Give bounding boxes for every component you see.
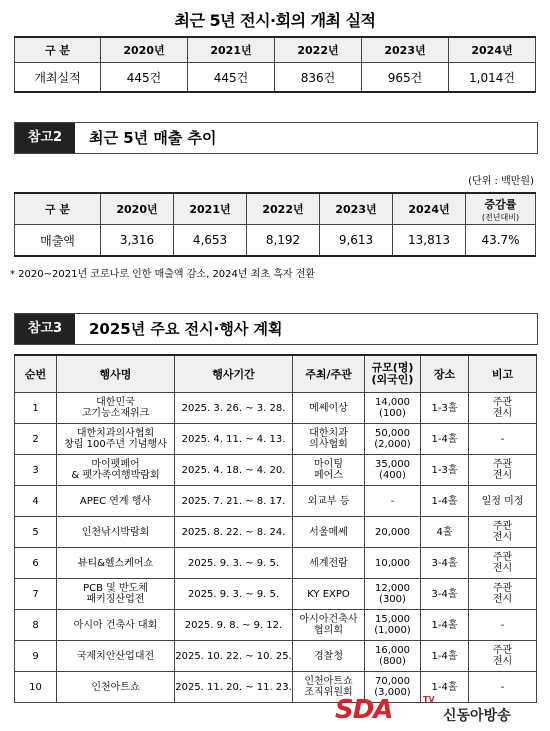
table-cell: 2025. 9. 8. ~ 9. 12. (175, 610, 293, 641)
table-cell: 외교부 등 (293, 486, 365, 517)
table-row (15, 579, 537, 610)
table-header-row (15, 37, 536, 63)
rate-header-sub: (전년대비) (481, 212, 520, 222)
table-cell: 1,014건 (449, 63, 536, 93)
table-cell: 1-4홀 (421, 672, 469, 703)
table-cell: 2025. 4. 11. ~ 4. 13. (175, 424, 293, 455)
sales-table (14, 192, 536, 257)
table-row (15, 393, 537, 424)
table-cell: 아시아 건축사 대회 (57, 610, 175, 641)
table-cell: 경찰청 (293, 641, 365, 672)
table-row (15, 424, 537, 455)
header-cell: 2020년 (101, 193, 174, 225)
table-cell: 50,000 (2,000) (365, 424, 421, 455)
table-row (15, 63, 536, 93)
table-cell: 1-4홀 (421, 486, 469, 517)
table-cell: 대한민국 고기능소재위크 (57, 393, 175, 424)
table-cell: 2025. 8. 22. ~ 8. 24. (175, 517, 293, 548)
table-cell: 43.7% (466, 225, 536, 257)
broadcaster-name: 신동아방송 (443, 708, 511, 724)
table-cell: APEC 연계 행사 (57, 486, 175, 517)
table-cell: - (469, 424, 537, 455)
table-cell: 1-3홀 (421, 393, 469, 424)
table-cell: 2025. 11. 20. ~ 11. 23. (175, 672, 293, 703)
table-row (15, 225, 536, 257)
header-cell: 장소 (421, 355, 469, 393)
table-cell: PCB 및 반도체 패키징산업전 (57, 579, 175, 610)
header-cell: 순번 (15, 355, 57, 393)
table-cell: KY EXPO (293, 579, 365, 610)
header-cell: 2022년 (247, 193, 320, 225)
table-cell: 3-4홀 (421, 579, 469, 610)
table-cell: 4,653 (174, 225, 247, 257)
table-row (15, 486, 537, 517)
table-cell: 주관 전시 (469, 579, 537, 610)
table-cell: 주관 전시 (469, 517, 537, 548)
table-cell: 주관 전시 (469, 641, 537, 672)
table-cell: 3,316 (101, 225, 174, 257)
table-cell: 35,000 (400) (365, 455, 421, 486)
plan-table-body (15, 393, 537, 703)
header-cell: 구 분 (15, 37, 101, 63)
table-cell: 마이팅 페어스 (293, 455, 365, 486)
table-row (15, 610, 537, 641)
table-cell: 인천아트쇼 조직위원회 (293, 672, 365, 703)
footnote: * 2020~2021년 코로나로 인한 매출액 감소, 2024년 최초 흑자 전환 (10, 269, 316, 280)
table-cell: 대한치과 의사협회 (293, 424, 365, 455)
table-row (15, 455, 537, 486)
table-cell: 8,192 (247, 225, 320, 257)
table-cell: - (469, 610, 537, 641)
table-cell: 3 (15, 455, 57, 486)
header-cell: 2024년 (393, 193, 466, 225)
header-cell: 규모(명) (외국인) (365, 355, 421, 393)
table-cell: 2025. 9. 3. ~ 9. 5. (175, 548, 293, 579)
table-cell: 메쎄이상 (293, 393, 365, 424)
header-cell: 2020년 (101, 37, 188, 63)
table-cell: 14,000 (100) (365, 393, 421, 424)
table-cell: 인천낚시박람회 (57, 517, 175, 548)
table-cell: 1-4홀 (421, 610, 469, 641)
table-cell: 2 (15, 424, 57, 455)
table-cell: 1-4홀 (421, 424, 469, 455)
table-cell: 836건 (275, 63, 362, 93)
table-cell: 세계전람 (293, 548, 365, 579)
table-cell: 국제치안산업대전 (57, 641, 175, 672)
table-cell: 70,000 (3,000) (365, 672, 421, 703)
table-cell: 2025. 9. 3. ~ 9. 5. (175, 579, 293, 610)
table-cell: 1-3홀 (421, 455, 469, 486)
table-cell: 15,000 (1,000) (365, 610, 421, 641)
header-cell: 2023년 (320, 193, 393, 225)
table-cell: 965건 (362, 63, 449, 93)
sda-logo: SDA (335, 695, 393, 725)
table-cell: 7 (15, 579, 57, 610)
header-cell: 2021년 (188, 37, 275, 63)
page-title: 최근 5년 전시·회의 개최 실적 (174, 11, 376, 30)
table-cell: 445건 (101, 63, 188, 93)
rate-header-label: 증감률 (484, 197, 517, 211)
section-tag: 참고3 (15, 314, 75, 344)
broadcaster-watermark (335, 695, 550, 727)
rate-header (466, 193, 536, 225)
table-cell: 16,000 (800) (365, 641, 421, 672)
table-cell: 2025. 4. 18. ~ 4. 20. (175, 455, 293, 486)
table-cell: 3-4홀 (421, 548, 469, 579)
header-cell: 2023년 (362, 37, 449, 63)
table-cell: 10,000 (365, 548, 421, 579)
table-cell: 주관 전시 (469, 393, 537, 424)
header-cell: 비고 (469, 355, 537, 393)
table-cell: 5 (15, 517, 57, 548)
table-cell: 2025. 3. 26. ~ 3. 28. (175, 393, 293, 424)
section-header-3 (14, 313, 538, 345)
table-cell: 서울메쎄 (293, 517, 365, 548)
table-cell: 뷰티&헬스케어쇼 (57, 548, 175, 579)
table-cell: 12,000 (300) (365, 579, 421, 610)
section-title: 2025년 주요 전시·행사 계획 (89, 320, 283, 338)
table-cell: 20,000 (365, 517, 421, 548)
section-header-2 (14, 122, 538, 154)
header-cell: 주최/주관 (293, 355, 365, 393)
table-cell: 주관 전시 (469, 455, 537, 486)
table-cell: 445건 (188, 63, 275, 93)
table-cell: 주관 전시 (469, 548, 537, 579)
table-row (15, 548, 537, 579)
header-cell: 행사명 (57, 355, 175, 393)
table-cell: 아시아건축사 협의회 (293, 610, 365, 641)
table-header-row (15, 355, 537, 393)
table-cell: 1 (15, 393, 57, 424)
section-tag: 참고2 (15, 123, 75, 153)
table-cell: 1-4홀 (421, 641, 469, 672)
table-cell: 13,813 (393, 225, 466, 257)
table-cell: - (469, 672, 537, 703)
tv-mark: TV (423, 695, 435, 704)
table-cell: 일정 미정 (469, 486, 537, 517)
plan-table (14, 354, 537, 703)
table-cell: 2025. 7. 21. ~ 8. 17. (175, 486, 293, 517)
table-cell: - (365, 486, 421, 517)
section-title: 최근 5년 매출 추이 (89, 129, 217, 147)
table-cell: 마이펫페어 & 펫가족여행박람회 (57, 455, 175, 486)
events-table (14, 36, 536, 93)
header-cell: 2022년 (275, 37, 362, 63)
table-cell: 인천아트쇼 (57, 672, 175, 703)
header-cell: 2024년 (449, 37, 536, 63)
table-cell: 6 (15, 548, 57, 579)
table-header-row (15, 193, 536, 225)
table-cell: 4 (15, 486, 57, 517)
row-label: 매출액 (15, 225, 101, 257)
table-row (15, 641, 537, 672)
unit-label: (단위 : 백만원) (468, 176, 534, 187)
table-row (15, 517, 537, 548)
header-cell: 2021년 (174, 193, 247, 225)
table-cell: 8 (15, 610, 57, 641)
table-cell: 9 (15, 641, 57, 672)
table-cell: 2025. 10. 22. ~ 10. 25. (175, 641, 293, 672)
header-cell: 구 분 (15, 193, 101, 225)
row-label: 개최실적 (15, 63, 101, 93)
table-cell: 대한치과의사협회 창립 100주년 기념행사 (57, 424, 175, 455)
table-cell: 4홀 (421, 517, 469, 548)
header-cell: 행사기간 (175, 355, 293, 393)
table-cell: 9,613 (320, 225, 393, 257)
table-cell: 10 (15, 672, 57, 703)
